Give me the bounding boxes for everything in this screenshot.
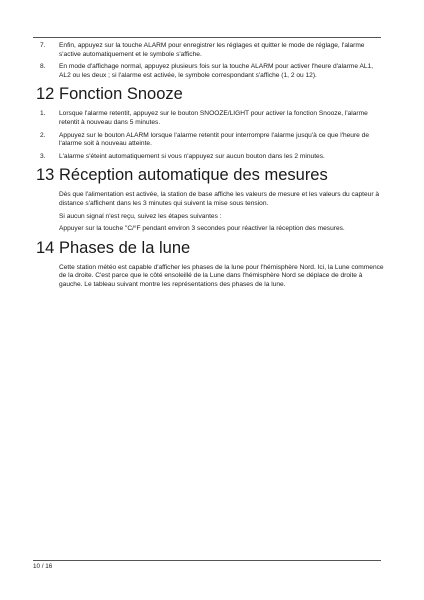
section-heading-snooze — [36, 85, 384, 104]
list-item-number: 3. — [40, 152, 46, 160]
section-number: 14 — [36, 238, 55, 257]
list-item — [40, 42, 384, 59]
section-heading-moon-phases — [36, 239, 384, 258]
list-item — [40, 63, 384, 80]
paragraph: Dès que l'alimentation est activée, la station de base affiche les valeurs de mesure et les valeurs du capteur à distance s'affichent dans les 3 minutes qui suivent la mise sous tension. — [59, 191, 380, 207]
paragraph: Cette station météo est capable d'afficher les phases de la lune pour l'hémisphère Nord. Ici, la Lune commence de la droite. C'est parce que le côté ensoleillé de la Lune dans l'hémisphère Nord se déplace de droite à gauche. Le tableau suivant montre les représentations des phases de la lune. — [59, 263, 384, 288]
paragraph: Appuyer sur la touche "C/°F pendant environ 3 secondes pour réactiver la réception des mesures. — [59, 225, 345, 233]
list-item-number: 1. — [40, 110, 46, 118]
footer-rule — [33, 560, 381, 561]
list-item-number: 7. — [40, 42, 46, 49]
page-content — [36, 42, 384, 294]
list-item — [40, 153, 384, 162]
list-item-text: Appuyez sur le bouton ALARM lorsque l'alarme retentit pour interrompre l'alarme jusqu'à ce que l'heure de l'alarme soit à nouveau atteinte. — [59, 131, 369, 148]
section-heading-reception — [36, 166, 384, 185]
list-item — [40, 110, 384, 127]
list-item-text: Lorsque l'alarme retentit, appuyez sur le bouton SNOOZE/LIGHT pour activer la fonction Snooze, l'alarme retentit à nouveau dans 5 minutes. — [59, 110, 368, 126]
list-item — [40, 132, 384, 149]
list-item-text: Enfin, appuyez sur la touche ALARM pour enregistrer les réglages et quitter le mode de réglage, l'alarme s'active automatiquement et le symbole s'affiche. — [59, 42, 365, 58]
list-alarm-steps-end — [40, 42, 384, 80]
list-snooze-steps — [40, 110, 384, 161]
paragraph: Si aucun signal n'est reçu, suivez les étapes suivantes : — [59, 212, 222, 220]
list-item-number: 8. — [40, 63, 46, 71]
section-title: Réception automatique des mesures — [59, 166, 328, 185]
section-number: 12 — [36, 85, 55, 104]
section-title: Fonction Snooze — [59, 85, 183, 104]
list-item-number: 2. — [40, 131, 46, 139]
header-rule — [33, 37, 381, 38]
section-title: Phases de la lune — [59, 238, 191, 257]
list-item-text: En mode d'affichage normal, appuyez plusieurs fois sur la touche ALARM pour activer l'heure d'alarme AL1, AL2 ou les deux ; si l'alarme est activée, le symbole correspondant s'affiche (1, 2 ou 12). — [59, 63, 374, 79]
page-number: 10 / 16 — [33, 563, 53, 570]
list-item-text: L'alarme s'éteint automatiquement si vous n'appuyez sur aucun bouton dans les 2 minutes. — [59, 152, 325, 160]
section-number: 13 — [36, 166, 55, 185]
